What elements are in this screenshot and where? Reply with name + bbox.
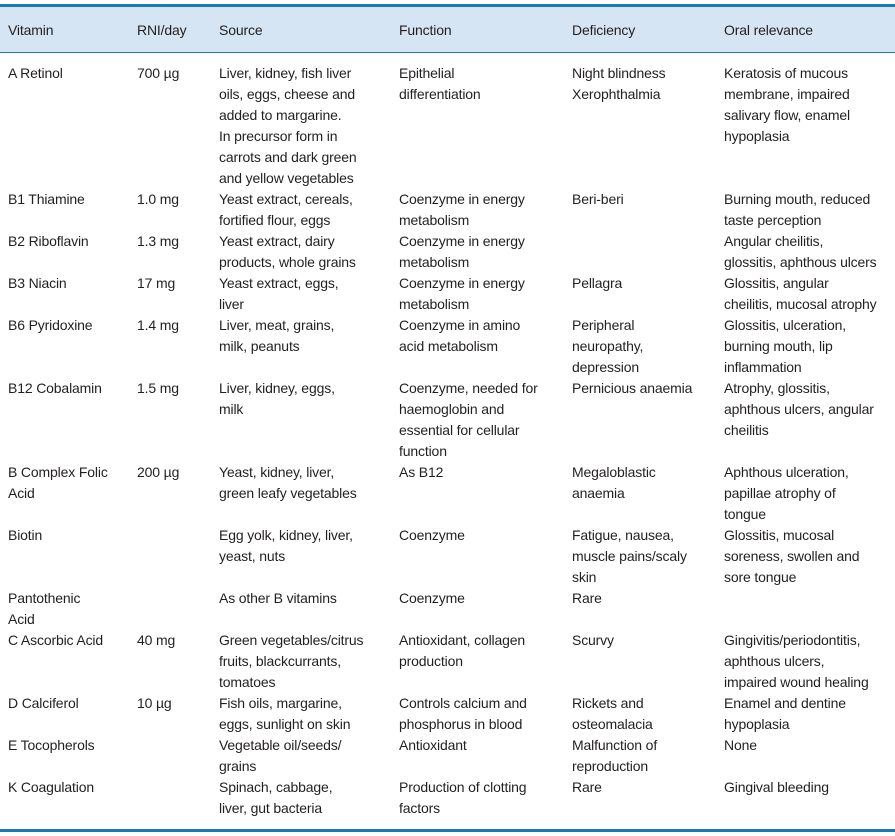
header-oral-relevance: Oral relevance [716,6,895,53]
cell-rni: 1.0 mg [137,191,179,207]
cell-vitamin: Pantothenic Acid [8,590,81,627]
cell-oral-relevance: Aphthous ulceration, papillae atrophy of tongue [724,464,849,522]
cell-oral-relevance: Enamel and dentine hypoplasia [724,695,846,732]
cell-rni: 700 µg [137,65,180,81]
cell-source: Egg yolk, kidney, liver, yeast, nuts [219,527,353,564]
cell-oral-relevance: Gingival bleeding [716,777,895,831]
table-row [0,231,895,273]
cell-rni: 10 µg [137,695,172,711]
cell-vitamin: A Retinol [8,65,63,81]
cell-rni [129,588,211,630]
table-row [0,588,895,630]
cell-rni [129,777,211,831]
cell-source: Liver, meat, grains, milk, peanuts [219,317,335,354]
cell-rni: 1.4 mg [137,317,179,333]
cell-source: As other B vitamins [219,590,337,606]
cell-vitamin: Biotin [8,527,43,543]
cell-function: Coenzyme in energy metabolism [399,191,525,228]
cell-source: Yeast extract, cereals, fortified flour, eggs [219,191,353,228]
table-row [0,462,895,525]
cell-source: Vegetable oil/seeds/ grains [219,737,342,774]
table-row [0,630,895,693]
cell-deficiency: Peripheral neuropathy, depression [572,317,644,375]
cell-source: Yeast, kidney, liver, green leafy vegetables [219,464,357,501]
cell-oral-relevance [716,588,895,630]
vitamin-table-container [0,4,895,832]
cell-rni: 17 mg [137,275,176,291]
cell-deficiency [564,231,716,273]
cell-deficiency: Megaloblastic anaemia [572,464,656,501]
cell-function: As B12 [399,464,444,480]
cell-oral-relevance: None [724,737,757,753]
cell-vitamin: B12 Cobalamin [8,380,102,396]
cell-rni: 1.5 mg [137,380,179,396]
cell-deficiency: Pernicious anaemia [572,380,693,396]
table-row [0,315,895,378]
table-row [0,189,895,231]
cell-deficiency: Fatigue, nausea, muscle pains/scaly skin [572,527,687,585]
cell-oral-relevance: Glossitis, angular cheilitis, mucosal atrophy [724,275,877,312]
table-row [0,777,895,831]
cell-vitamin: B3 Niacin [8,275,67,291]
cell-source: Liver, kidney, fish liver oils, eggs, cheese and added to margarine. In precursor form in carrots and dark green and yellow vegetables [219,65,357,186]
cell-deficiency: Scurvy [572,632,614,648]
table-row [0,735,895,777]
header-source: Source [211,6,391,53]
cell-vitamin: D Calciferol [8,695,79,711]
cell-deficiency: Rare [572,590,602,606]
cell-vitamin: C Ascorbic Acid [8,632,104,648]
header-deficiency: Deficiency [564,6,716,53]
cell-vitamin: K Coagulation [0,777,129,831]
vitamin-table [0,4,895,832]
cell-function: Antioxidant, collagen production [399,632,526,669]
cell-deficiency: Night blindness Xerophthalmia [572,65,666,102]
cell-vitamin: B Complex Folic Acid [8,464,108,501]
table-row [0,378,895,462]
cell-function: Coenzyme in energy metabolism [399,233,525,270]
table-row [0,693,895,735]
table-body [0,53,895,831]
cell-function: Epithelial differentiation [399,65,481,102]
cell-function: Antioxidant [399,737,467,753]
table-row [0,525,895,588]
cell-function: Controls calcium and phosphorus in blood [399,695,527,732]
header-vitamin: Vitamin [0,6,129,53]
cell-function: Coenzyme in amino acid metabolism [399,317,521,354]
cell-function: Coenzyme, needed for haemoglobin and essential for cellular function [399,380,538,459]
cell-oral-relevance: Burning mouth, reduced taste perception [724,191,871,228]
cell-source: Fish oils, margarine, eggs, sunlight on skin [219,695,351,732]
header-function: Function [391,6,564,53]
cell-function: Coenzyme [399,590,465,606]
cell-oral-relevance: Gingivitis/periodontitis, aphthous ulcers, impaired wound healing [724,632,869,690]
cell-function: Coenzyme in energy metabolism [399,275,525,312]
cell-source: Green vegetables/citrus fruits, blackcurrants, tomatoes [219,632,364,690]
cell-source: Spinach, cabbage, liver, gut bacteria [211,777,391,831]
cell-rni [129,735,211,777]
cell-vitamin: B2 Riboflavin [8,233,89,249]
cell-oral-relevance: Glossitis, mucosal soreness, swollen and sore tongue [724,527,860,585]
cell-function: Production of clotting factors [391,777,564,831]
cell-oral-relevance: Angular cheilitis, glossitis, aphthous ulcers [724,233,877,270]
header-row [0,6,895,53]
cell-source: Liver, kidney, eggs, milk [219,380,335,417]
table-row [0,273,895,315]
cell-vitamin: E Tocopherols [8,737,95,753]
cell-rni [129,525,211,588]
cell-deficiency: Pellagra [572,275,623,291]
cell-rni: 200 µg [137,464,180,480]
cell-deficiency: Beri-beri [572,191,624,207]
cell-source: Yeast extract, dairy products, whole grains [219,233,356,270]
cell-deficiency: Rickets and osteomalacia [572,695,653,732]
cell-rni: 1.3 mg [137,233,179,249]
header-rni: RNI/day [129,6,211,53]
cell-function: Coenzyme [399,527,465,543]
cell-rni: 40 mg [137,632,176,648]
cell-oral-relevance: Atrophy, glossitis, aphthous ulcers, angular cheilitis [724,380,874,438]
cell-deficiency: Malfunction of reproduction [572,737,658,774]
cell-oral-relevance: Glossitis, ulceration, burning mouth, lip inflammation [724,317,846,375]
table-row [0,53,895,190]
cell-oral-relevance: Keratosis of mucous membrane, impaired salivary flow, enamel hypoplasia [724,65,851,144]
cell-vitamin: B6 Pyridoxine [8,317,93,333]
cell-source: Yeast extract, eggs, liver [219,275,339,312]
cell-vitamin: B1 Thiamine [8,191,85,207]
cell-deficiency: Rare [564,777,716,831]
